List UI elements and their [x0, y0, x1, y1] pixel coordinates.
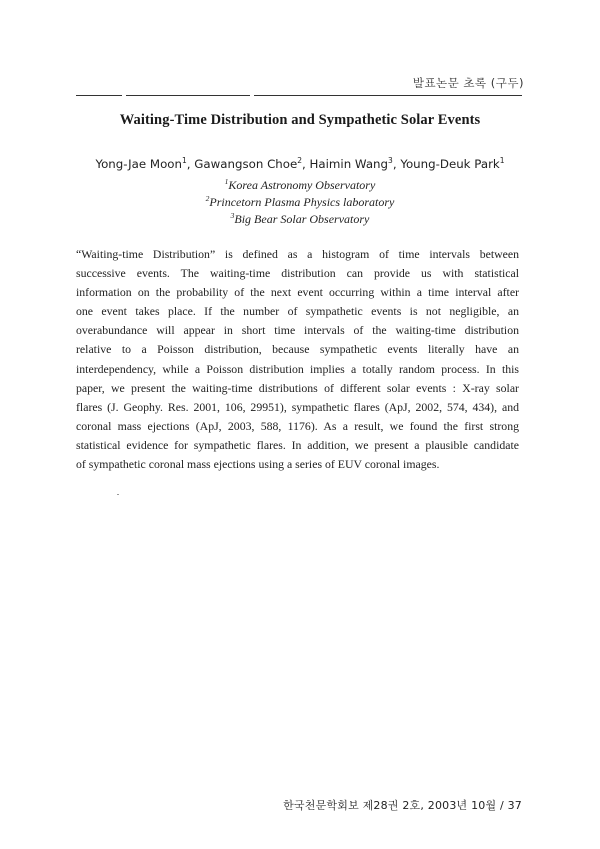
- abstract-body: [76, 245, 519, 474]
- author-affiliation-mark: 2: [297, 156, 303, 166]
- affiliation-name: Big Bear Solar Observatory: [234, 212, 370, 226]
- scan-speck: [117, 494, 119, 495]
- affiliation-mark: 2: [205, 194, 210, 203]
- author-affiliation-mark: 1: [181, 156, 187, 166]
- header-rule: [76, 95, 522, 96]
- author-list: [0, 157, 600, 171]
- author-name: Gawangson Choe: [194, 157, 298, 171]
- author-name: Yong-Jae Moon: [95, 157, 182, 171]
- author-name: Young-Deuk Park: [400, 157, 500, 171]
- abstract-line: one event takes place. If the number of sympathetic events is not negligible, an: [76, 304, 519, 319]
- author-affiliation-mark: 3: [388, 156, 393, 166]
- affiliation: [0, 178, 600, 193]
- affiliation-mark: 3: [230, 211, 235, 220]
- abstract-line: “Waiting-time Distribution” is defined as a histogram of time intervals between: [76, 247, 519, 261]
- author-separator: ,: [392, 157, 401, 171]
- affiliation-mark: 1: [224, 177, 229, 186]
- abstract-line: overabundance will appear in short time intervals of the waiting-time distribution: [76, 323, 519, 338]
- abstract-line: successive events. The waiting-time distribution can provide us with statistical: [76, 266, 519, 281]
- abstract-line: relative to a Poisson distribution, because sympathetic events literally have an: [76, 342, 519, 357]
- paper-title: Waiting-Time Distribution and Sympathetic Solar Events: [119, 112, 481, 128]
- header-rule-gap: [122, 93, 126, 98]
- author-name: Haimin Wang: [309, 157, 389, 171]
- abstract-line: paper, we present the waiting-time distributions of different solar events : X-ray solar: [76, 380, 519, 395]
- author-affiliation-mark: 1: [499, 156, 505, 166]
- affiliation-name: Korea Astronomy Observatory: [228, 178, 376, 192]
- author-separator: ,: [186, 157, 195, 171]
- affiliation: [0, 212, 600, 227]
- affiliation-name: Princetorn Plasma Physics laboratory: [209, 195, 395, 209]
- journal-footer: 한국천문학회보 제28권 2호, 2003년 10월 / 37: [283, 799, 522, 812]
- abstract-line: of sympathetic coronal mass ejections using a series of EUV coronal images.: [76, 457, 440, 472]
- author-separator: ,: [302, 157, 310, 171]
- abstract-line: information on the probability of the next event occurring within a time interval after: [76, 285, 519, 300]
- abstract-line: flares (J. Geophy. Res. 2001, 106, 29951), sympathetic flares (ApJ, 2002, 574, 434), and: [76, 399, 519, 414]
- abstract-line: interdependency, while a Poisson distribution implies a totally random process. In this: [76, 361, 519, 376]
- abstract-line: statistical evidence for sympathetic flares. In addition, we present a plausible candidate: [76, 437, 519, 452]
- header-rule-gap: [250, 93, 254, 98]
- section-label: 발표논문 초록 (구두): [412, 76, 524, 90]
- abstract-line: coronal mass ejections (ApJ, 2003, 588, 1176). As a result, we found the first strong: [76, 418, 519, 433]
- affiliation: [0, 195, 600, 210]
